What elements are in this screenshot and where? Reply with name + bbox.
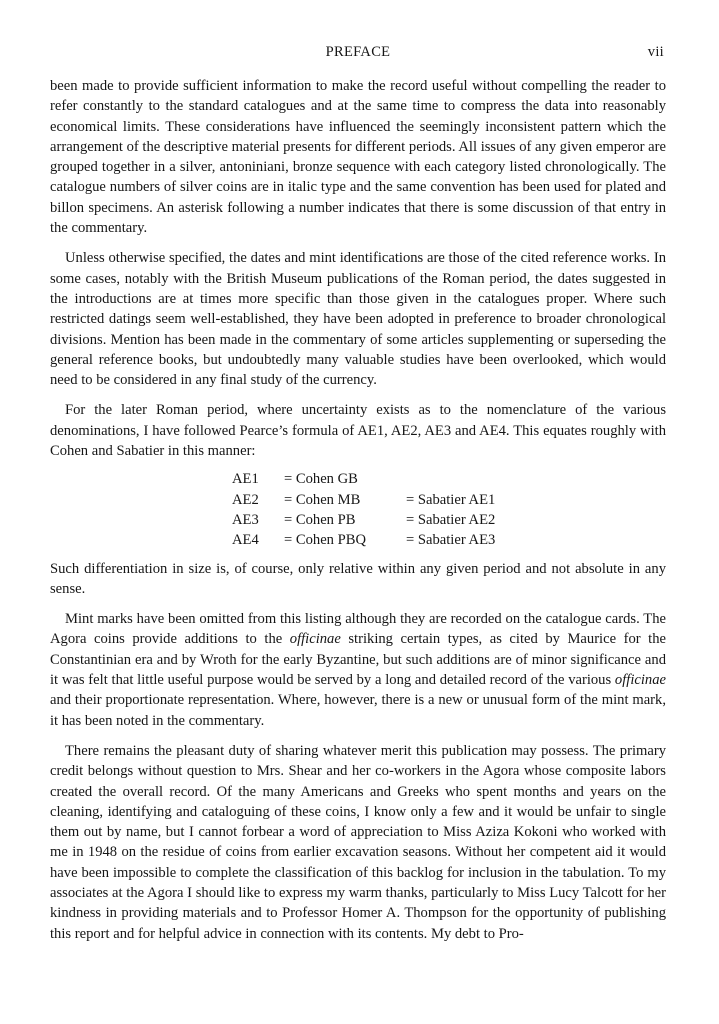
paragraph-denominations: For the later Roman period, where uncertainty exists as to the nomenclature of the various denominations, I have followed Pearce’s formula of AE1, AE2, AE3 and AE4. This equates roughly with Cohen and Sabatier in this manner:	[50, 402, 666, 460]
table-row	[232, 490, 495, 510]
denomination-equivalence-table	[232, 469, 495, 550]
paragraph-acknowledgements: There remains the pleasant duty of sharing whatever merit this publication may possess. The primary credit belongs without question to Mrs. Shear and her co-workers in the Agora whose composite labors created the overall record. Of the many Americans and Greeks who spent months and years on the cleaning, identifying and cataloguing of these coins, I know only a few and it would be unfair to single them out by name, but I cannot forbear a word of appreciation to Miss Aziza Kokoni who worked with me in 1948 on the residue of coins from earlier excavation seasons. Without her competent aid it would have been impossible to complete the classification of this backlog for inclusion in the tabulation. To my associates at the Agora I should like to express my warm thanks, particularly to Miss Lucy Talcott for her kindness in providing materials and to Professor Homer A. Thompson for the opportunity of publishing this report and for helpful advice in connection with its contents. My debt to Pro-	[50, 742, 666, 942]
officinae-term: officinae	[614, 672, 666, 689]
paragraph-dates: Unless otherwise specified, the dates and mint identifications are those of the cited reference works. In some cases, notably with the British Museum publications of the Roman period, the dates suggested in the introductions are at times more specific than those given in the catalogues proper. Where such restricted datings seem well-established, they have been adopted in preference to broader chronological divisions. Mention has been made in the commentary of some articles supplementing or superseding the general reference books, but undoubtedly many valuable studies have been overlooked, which would need to be considered in any final study of the currency.	[50, 250, 666, 389]
cohen-cell: = Cohen GB	[284, 471, 358, 488]
paragraph-size-note: Such differentiation in size is, of course, only relative within any given period and not absolute in any sense.	[50, 560, 666, 597]
table-row	[232, 510, 495, 530]
mint-marks-text-1: Mint marks have been omitted from this listing although they are recorded on the catalogue cards. The Agora coins provide additions to the	[50, 611, 666, 648]
cohen-cell: = Cohen MB	[284, 491, 361, 508]
denomination-cell: AE1	[232, 471, 259, 488]
mint-marks-text-2: striking certain types, as cited by Maurice for the Constantinian era and by Wroth for the early Byzantine, but such additions are of minor significance and it was felt that little useful purpose would be served by a long and detailed record of the various	[50, 631, 666, 689]
page-body	[50, 76, 666, 954]
table-row	[232, 469, 495, 489]
paragraph-mint-marks	[50, 609, 666, 731]
sabatier-cell: = Sabatier AE2	[406, 511, 496, 528]
mint-marks-text-3: and their proportionate representation. Where, however, there is a new or unusual form of the mint mark, it has been noted in the commentary.	[50, 692, 666, 729]
table-row	[232, 530, 495, 550]
denomination-cell: AE3	[232, 511, 259, 528]
sabatier-cell: = Sabatier AE1	[406, 491, 496, 508]
cohen-cell: = Cohen PBQ	[284, 532, 367, 549]
page-title: PREFACE	[325, 44, 391, 60]
page-number: vii	[647, 44, 664, 60]
sabatier-cell	[406, 469, 495, 489]
denomination-cell: AE4	[232, 532, 259, 549]
paragraph-continued: been made to provide sufficient information to make the record useful without compelling the reader to refer constantly to the standard catalogues and at the same time to compress the data into reasonably economical limits. These considerations have influenced the seemingly inconsistent pattern which the arrangement of the descriptive material presents for different periods. All issues of any given emperor are grouped together in a silver, antoniniani, bronze sequence with each category listed chronologically. The catalogue numbers of silver coins are in italic type and the same convention has been used for plated and billon specimens. An asterisk following a number indicates that there is some discussion of that entry in the commentary.	[50, 78, 666, 237]
running-header	[52, 44, 664, 64]
denomination-cell: AE2	[232, 491, 259, 508]
officinae-term: officinae	[289, 631, 341, 648]
cohen-cell: = Cohen PB	[284, 511, 356, 528]
sabatier-cell: = Sabatier AE3	[406, 532, 496, 549]
